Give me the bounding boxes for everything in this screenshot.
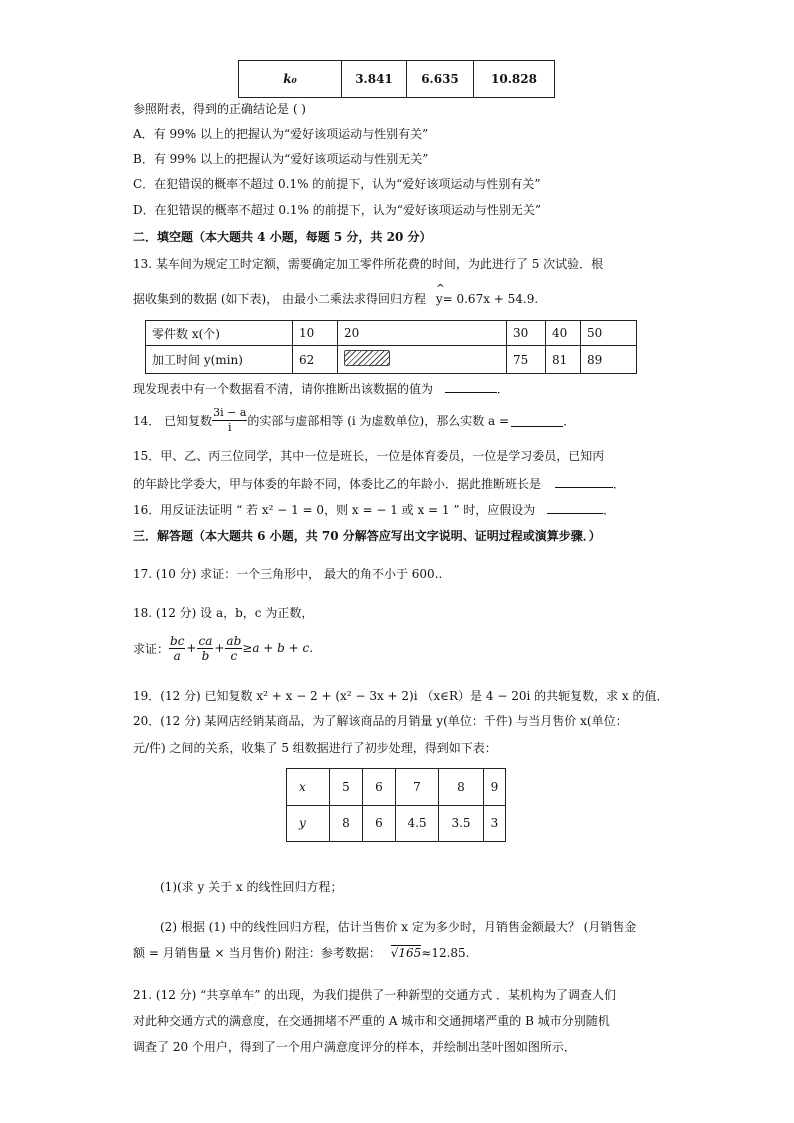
q20-line1: 20．(12 分) 某网店经销某商品，为了解该商品的月销量 y(单位：千件) 与当月售价 x(单位： [133, 714, 628, 728]
q13-cell: 30 [507, 321, 546, 346]
q20-cell: 3.5 [439, 805, 484, 842]
q16-line [133, 501, 615, 518]
q20-header-x: x [287, 769, 330, 806]
q15-line2-text: 的年龄比学委大，甲与体委的年龄不同，体委比乙的年龄小．据此推断班长是 [133, 477, 542, 491]
k0-header: k₀ [239, 61, 342, 98]
q13-data-table [145, 320, 637, 374]
denominator-b: b [201, 648, 210, 663]
q18-line1: 18. (12 分) 设 a，b，c 为正数， [133, 606, 314, 620]
q20-cell: 3 [484, 805, 506, 842]
q14-text-a: 14． 已知复数 [133, 413, 213, 428]
fraction-ca-b [197, 634, 213, 663]
q13-line3-text: 现发现表中有一个数据看不清，请你推断出该数据的值为 [133, 382, 434, 396]
q13-line3 [133, 380, 509, 397]
regression-rhs: = 0.67x + 54.9. [442, 292, 539, 306]
q20-cell: 4.5 [396, 805, 439, 842]
numerator-bc: bc [170, 633, 185, 648]
plus-sign: + [214, 641, 225, 655]
numerator-ca: ca [198, 633, 213, 648]
q13-cell: 40 [546, 321, 581, 346]
fraction-bc-a [169, 634, 185, 663]
q20-cell: 9 [484, 769, 506, 806]
q13-header-y: 加工时间 y(min) [146, 346, 293, 374]
q13-cell: 81 [546, 346, 581, 374]
sqrt-165: √165 [390, 946, 422, 960]
q13-cell: 89 [581, 346, 637, 374]
denominator-c: c [230, 648, 238, 663]
q20-cell: 5 [330, 769, 363, 806]
q15-line2 [133, 475, 625, 492]
q18-inequality-tail: ≥a + b + c. [242, 641, 314, 655]
q17: 17. (10 分) 求证：一个三角形中， 最大的角不小于 600.. [133, 567, 443, 581]
q13-line2-text: 据收集到的数据 (如下表)， 由最小二乘法求得回归方程 [133, 292, 426, 306]
q18-line2 [133, 630, 313, 666]
numerator-ab: ab [226, 633, 242, 648]
q13-obscured-cell [338, 346, 507, 374]
q14-text-b: 的实部与虚部相等 (i 为虚数单位)，那么实数 a = [247, 413, 510, 428]
q15-line1: 15．甲、乙、丙三位同学，其中一位是班长，一位是体育委员，一位是学习委员，已知丙 [133, 449, 605, 463]
cell-3841: 3.841 [342, 61, 407, 98]
obscured-value-hatch [344, 350, 390, 366]
q13-cell: 50 [581, 321, 637, 346]
critical-value-table [238, 60, 555, 98]
q15-answer-blank[interactable] [555, 475, 613, 488]
q19: 19．(12 分) 已知复数 x² + x − 2 + (x² − 3x + 2)i （x∈R）是 4 − 20i 的共轭复数，求 x 的值． [133, 689, 669, 703]
q12-option-c: C．在犯错误的概率不超过 0.1% 的前提下，认为“爱好该项运动与性别有关” [133, 177, 541, 191]
q14-fraction [212, 406, 247, 435]
q13-end: ． [496, 382, 509, 396]
q20-part2-text: 额 = 月销售量 × 当月售价) 附注：参考数据： [133, 946, 381, 960]
q12-stem: 参照附表，得到的正确结论是 ( ) [133, 102, 306, 116]
y-letter: y [435, 292, 443, 306]
q13-line1: 13. 某车间为规定工时定额，需要确定加工零件所花费的时间，为此进行了 5 次试验．根 [133, 257, 604, 271]
q20-data-table [286, 768, 506, 842]
q14-end: ． [563, 413, 576, 428]
q21-line3: 调查了 20 个用户，得到了一个用户满意度评分的样本，并绘制出茎叶图如图所示． [133, 1040, 576, 1054]
q20-line2: 元/件) 之间的关系，收集了 5 组数据进行了初步处理，得到如下表： [133, 741, 497, 755]
q16-text: 16．用反证法证明 “ 若 x² − 1 = 0，则 x = − 1 或 x = 1 ” 时，应假设为 [133, 503, 536, 517]
q12-option-d: D．在犯错误的概率不超过 0.1% 的前提下，认为“爱好该项运动与性别无关” [133, 203, 542, 217]
q20-part2-cont [133, 945, 470, 961]
q20-cell: 6 [363, 805, 396, 842]
q13-cell: 62 [293, 346, 338, 374]
q13-header-x: 零件数 x(个) [146, 321, 293, 346]
q20-header-y: y [287, 805, 330, 842]
approx-value: ≈12.85. [421, 946, 470, 960]
q20-cell: 6 [363, 769, 396, 806]
q14-line [133, 402, 575, 438]
q13-cell: 75 [507, 346, 546, 374]
fraction-ab-c [225, 634, 242, 663]
hat-mark: ^ [435, 282, 446, 295]
q12-option-b: B．有 99% 以上的把握认为“爱好该项运动与性别无关” [133, 152, 429, 166]
q20-cell: 8 [330, 805, 363, 842]
q16-end: ． [603, 503, 616, 517]
q18-prefix: 求证： [133, 641, 170, 656]
q14-answer-blank[interactable] [511, 414, 563, 427]
denominator-a: a [173, 648, 181, 663]
q20-cell: 7 [396, 769, 439, 806]
q13-cell: 20 [338, 321, 507, 346]
section-3-heading: 三．解答题（本大题共 6 小题，共 70 分解答应写出文字说明、证明过程或演算步骤．） [133, 529, 601, 543]
q20-cell: 8 [439, 769, 484, 806]
q12-option-a: A．有 99% 以上的把握认为“爱好该项运动与性别有关” [133, 127, 429, 141]
q20-part2: (2) 根据 (1) 中的线性回归方程，估计当售价 x 定为多少时，月销售金额最大？ (月销售金 [160, 920, 637, 934]
q21-line2: 对此种交通方式的满意度，在交通拥堵不严重的 A 城市和交通拥堵严重的 B 城市分别随机 [133, 1014, 610, 1028]
cell-10828: 10.828 [474, 61, 555, 98]
q16-answer-blank[interactable] [547, 501, 603, 514]
section-2-heading: 二．填空题（本大题共 4 小题，每题 5 分，共 20 分） [133, 230, 432, 244]
cell-6635: 6.635 [407, 61, 474, 98]
q20-part1: (1)(求 y 关于 x 的线性回归方程； [160, 880, 343, 894]
q14-numerator: 3i − a [213, 405, 247, 419]
q14-denominator: i [227, 420, 232, 434]
q15-end: ． [612, 477, 625, 491]
plus-sign: + [186, 641, 197, 655]
q13-line2 [133, 282, 539, 307]
q21-line1: 21. (12 分) “共享单车” 的出现，为我们提供了一种新型的交通方式 ．某机构为了调查人们 [133, 988, 617, 1002]
q13-answer-blank[interactable] [445, 380, 497, 393]
q13-cell: 10 [293, 321, 338, 346]
regression-yhat [435, 282, 446, 307]
